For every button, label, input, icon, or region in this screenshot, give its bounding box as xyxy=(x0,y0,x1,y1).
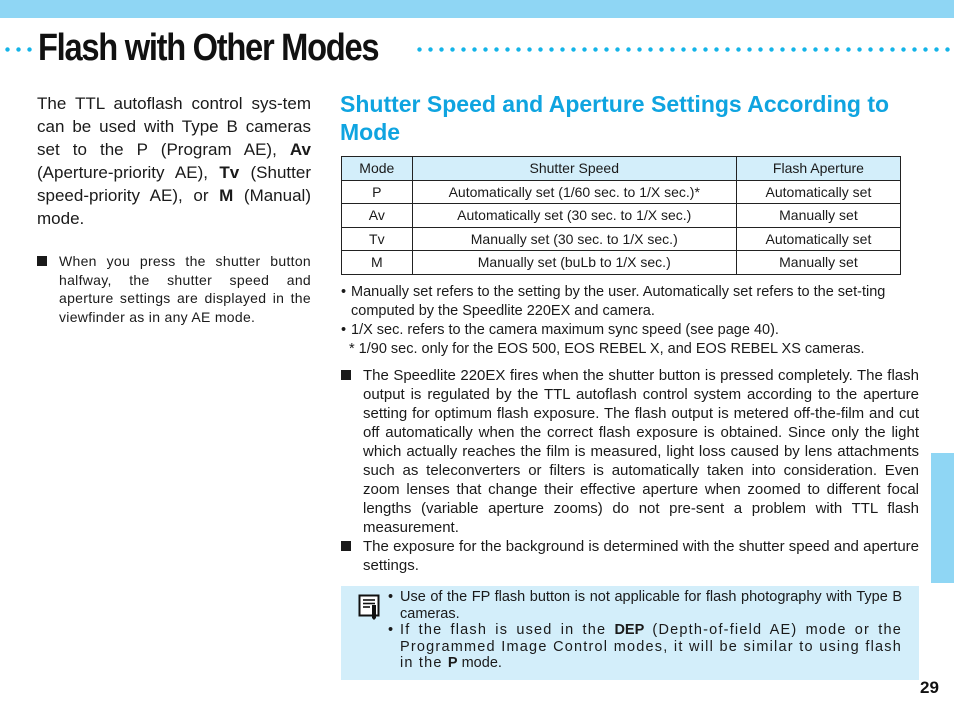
intro-av: Av xyxy=(289,140,311,159)
table-notes xyxy=(341,283,921,359)
square-bullet-icon xyxy=(341,370,351,380)
mode-settings-table xyxy=(341,156,901,275)
memo-item-dep-mode xyxy=(388,622,902,672)
intro-paragraph xyxy=(37,92,311,230)
table-header-flash-aperture: Flash Aperture xyxy=(736,157,900,181)
page-title: Flash with Other Modes xyxy=(38,27,379,69)
memo-dep: DEP xyxy=(614,622,645,638)
table-cell-shutter-speed: Manually set (30 sec. to 1/X sec.) xyxy=(412,227,736,251)
memo-list xyxy=(388,589,902,672)
table-header-mode: Mode xyxy=(342,157,413,181)
body-paragraph-text: The Speedlite 220EX fires when the shutter button is pressed completely. The flash output is regulated by the TTL autoflash control system according to the aperture setting for optimum flash exposure. The flash output is metered off-the-film and cut off automatically when the correct flash exposure is obtained. Since only the light which actually reaches the film is measured, light loss caused by lens attachments such as teleconverters or filters is automatically taken into consideration. Even zoom lenses that change their effective aperture when zoomed to different focal lengths (variable aperture zooms) do not pre-sent a problem with TTL flash measurement. xyxy=(363,367,919,536)
table-cell-mode: Av xyxy=(342,204,413,228)
intro-m: M xyxy=(219,186,234,205)
table-note-asterisk: * 1/90 sec. only for the EOS 500, EOS REBEL X, and EOS REBEL XS cameras. xyxy=(349,341,865,357)
table-note-manual-auto: • Manually set refers to the setting by the user. Automatically set refers to the set-ting computed by the Speedlite 220EX and camera. xyxy=(341,283,921,321)
intro-text-1: The TTL autoflash control sys-tem can be used with Type B cameras set to the P (Program AE), xyxy=(37,94,311,159)
intro-tv: Tv xyxy=(219,163,240,182)
table-cell-mode: Tv xyxy=(342,227,413,251)
memo-p: P xyxy=(447,655,458,671)
table-note-sync-speed: • 1/X sec. refers to the camera maximum sync speed (see page 40). xyxy=(341,321,921,340)
table-cell-mode: M xyxy=(342,251,413,275)
table-row xyxy=(342,227,901,251)
body-paragraph xyxy=(341,537,919,575)
table-cell-shutter-speed: Automatically set (1/60 sec. to 1/X sec.)* xyxy=(412,180,736,204)
table-row xyxy=(342,251,901,275)
table-cell-flash-aperture: Automatically set xyxy=(736,180,900,204)
body-paragraph-text: The exposure for the background is determined with the shutter speed and aperture settings. xyxy=(363,538,919,574)
table-cell-mode: P xyxy=(342,180,413,204)
body-paragraph xyxy=(341,366,919,537)
left-note xyxy=(37,252,311,326)
intro-text-3: (Shutter speed-priority AE), or xyxy=(37,163,311,205)
table-header-shutter-speed: Shutter Speed xyxy=(412,157,736,181)
memo-callout xyxy=(341,586,919,680)
square-bullet-icon xyxy=(37,256,47,266)
table-cell-flash-aperture: Manually set xyxy=(736,251,900,275)
table-cell-shutter-speed: Automatically set (30 sec. to 1/X sec.) xyxy=(412,204,736,228)
table-cell-shutter-speed: Manually set (buLb to 1/X sec.) xyxy=(412,251,736,275)
table-cell-flash-aperture: Automatically set xyxy=(736,227,900,251)
intro-text-4: (Manual) mode. xyxy=(37,186,311,228)
side-tab xyxy=(931,453,954,583)
page-number: 29 xyxy=(920,678,939,697)
table-header-row xyxy=(342,157,901,181)
memo-item-text-a: If the flash is used in the xyxy=(400,622,615,638)
section-title: Shutter Speed and Aperture Settings According to Mode xyxy=(340,91,890,145)
title-dots-right xyxy=(414,47,952,52)
memo-item-text-c: mode. xyxy=(457,655,502,671)
left-note-text: When you press the shutter button halfway, the shutter speed and aperture settings are displayed in the viewfinder as in any AE mode. xyxy=(59,253,311,325)
memo-icon xyxy=(358,594,380,620)
top-color-band xyxy=(0,0,954,18)
intro-text-2: (Aperture-priority AE), xyxy=(37,163,220,182)
square-bullet-icon xyxy=(341,541,351,551)
body-text xyxy=(341,366,919,575)
memo-item-text-b: (Depth-of-field AE) mode or the Programmed Image Control modes, it will be similar to using flash in the xyxy=(400,622,902,671)
table-row xyxy=(342,204,901,228)
memo-item-fp-flash: • Use of the FP flash button is not applicable for flash photography with Type B cameras. xyxy=(388,589,902,622)
table-row xyxy=(342,180,901,204)
table-cell-flash-aperture: Manually set xyxy=(736,204,900,228)
title-row xyxy=(0,26,954,70)
title-dots-left xyxy=(2,47,36,52)
